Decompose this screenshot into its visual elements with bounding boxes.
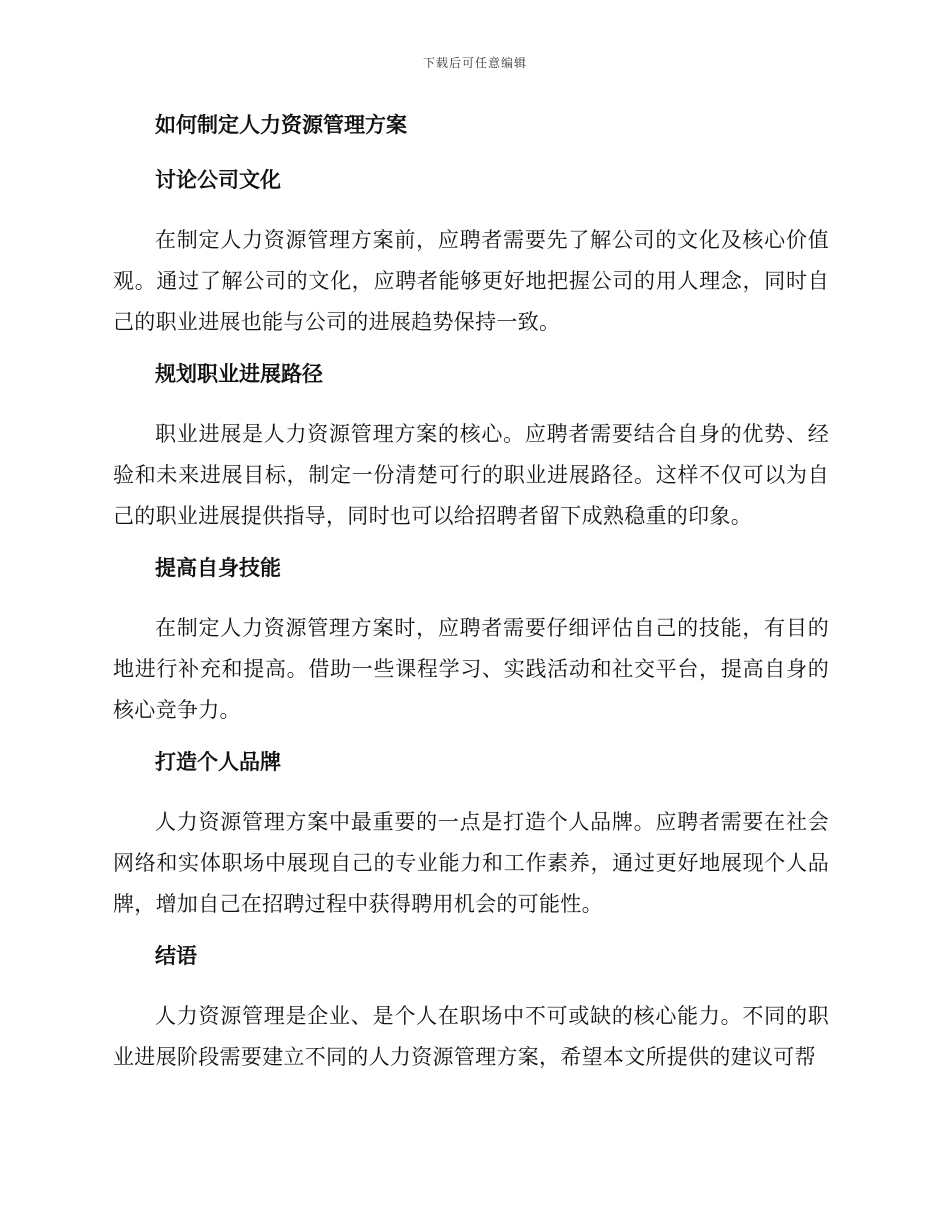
- page-header-note: 下载后可任意编辑: [422, 56, 527, 70]
- section-heading-company-culture: 讨论公司文化: [155, 168, 281, 192]
- section-heading-personal-brand: 打造个人品牌: [155, 750, 281, 774]
- section-heading-career-path: 规划职业进展路径: [155, 362, 323, 386]
- section-paragraph-company-culture: 在制定人力资源管理方案前，应聘者需要先了解公司的文化及核心价值观。通过了解公司的文化，应聘者能够更好地把握公司的用人理念，同时自己的职业进展也能与公司的进展趋势保持一致。: [113, 228, 829, 334]
- section-paragraph-career-path: 职业进展是人力资源管理方案的核心。应聘者需要结合自身的优势、经验和未来进展目标，制定一份清楚可行的职业进展路径。这样不仅可以为自己的职业进展提供指导，同时也可以给招聘者留下成熟稳重的印象。: [113, 422, 829, 528]
- section-heading-conclusion: 结语: [155, 944, 197, 968]
- section-heading-skills: 提高自身技能: [155, 556, 281, 580]
- document-title: 如何制定人力资源管理方案: [155, 113, 407, 137]
- section-paragraph-personal-brand: 人力资源管理方案中最重要的一点是打造个人品牌。应聘者需要在社会网络和实体职场中展现自己的专业能力和工作素养，通过更好地展现个人品牌，增加自己在招聘过程中获得聘用机会的可能性。: [113, 810, 829, 916]
- section-paragraph-conclusion: 人力资源管理是企业、是个人在职场中不可或缺的核心能力。不同的职业进展阶段需要建立不同的人力资源管理方案，希望本文所提供的建议可帮: [113, 1004, 829, 1069]
- section-paragraph-skills: 在制定人力资源管理方案时，应聘者需要仔细评估自己的技能，有目的地进行补充和提高。借助一些课程学习、实践活动和社交平台，提高自身的核心竞争力。: [113, 616, 829, 722]
- document-body: [113, 110, 829, 1094]
